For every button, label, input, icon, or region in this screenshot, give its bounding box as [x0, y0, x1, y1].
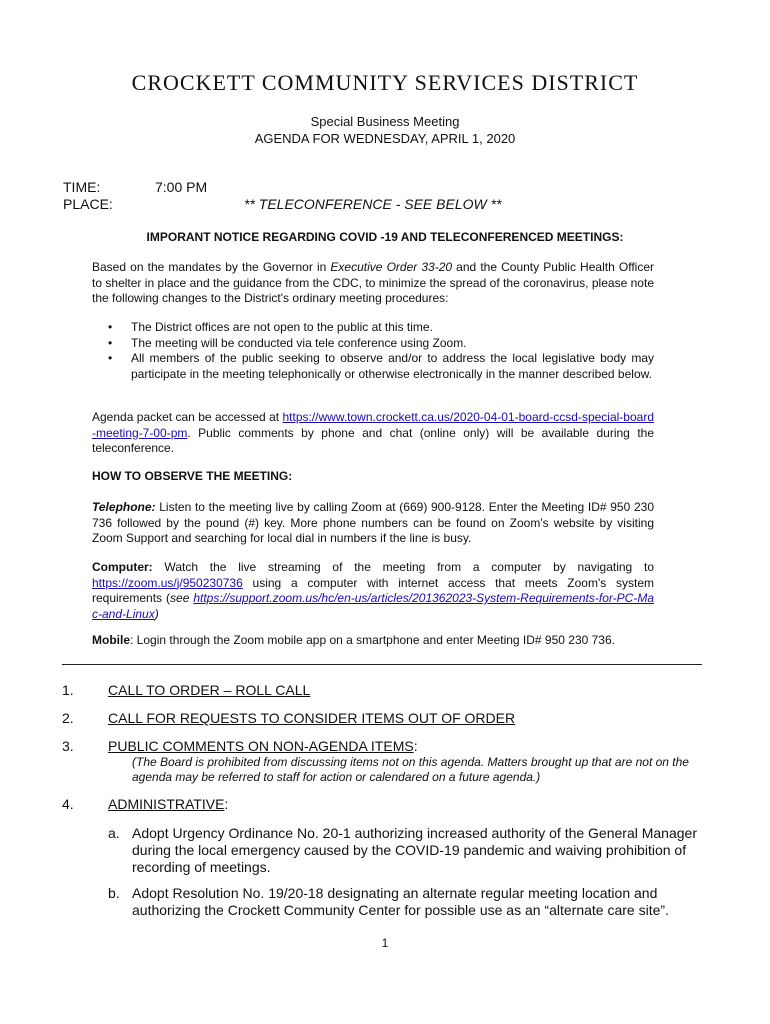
mobile-paragraph: Mobile: Login through the Zoom mobile app on a smartphone and enter Meeting ID# 950 230 736.	[92, 633, 615, 647]
page-number: 1	[381, 936, 389, 950]
notice-bullets	[92, 320, 654, 382]
covid-notice-heading: IMPORANT NOTICE REGARDING COVID -19 AND TELECONFERENCED MEETINGS:	[146, 230, 624, 244]
item-number: 4.	[62, 796, 74, 812]
agenda-packet-paragraph: Agenda packet can be accessed at https://www.town.crockett.ca.us/2020-04-01-board-ccsd-special-board-meeting-7-00-pm. Public comments by phone and chat (online only) will be available during the teleconference.	[92, 410, 654, 455]
sub-item-urgency-ordinance: a. Adopt Urgency Ordinance No. 20-1 authorizing increased authority of the General Manager during the local emergency caused by the COVID-19 pandemic and waiving prohibition of recording of meetings.	[108, 825, 697, 875]
place-value: ** TELECONFERENCE - SEE BELOW **	[244, 196, 502, 212]
mobile-label: Mobile	[92, 633, 130, 647]
computer-label: Computer:	[92, 560, 153, 574]
computer-paragraph: Computer: Watch the live streaming of the meeting from a computer by navigating to https://zoom.us/j/950230736 using a computer with internet access that meets Zoom's system requirements (see https://support.zoom.us/hc/en-us/articles/201362023-System-Requirements-for-PC-Mac-and-Linux)	[92, 560, 654, 621]
item-number: 1.	[62, 682, 74, 698]
item-number: 2.	[62, 710, 74, 726]
agenda-packet-link[interactable]: https://www.town.crockett.ca.us/2020-04-01-board-ccsd-special-board-meeting-7-00-pm	[92, 410, 654, 440]
place-label: PLACE:	[63, 196, 113, 212]
public-comments-note: (The Board is prohibited from discussing items not on this agenda. Matters brought up that are not on the agenda may be referred to staff for action or calendared on a future agenda.)	[132, 755, 689, 784]
sub-item-resolution: b. Adopt Resolution No. 19/20-18 designating an alternate regular meeting location and authorizing the Crockett Community Center for possible use as an “alternate care site”.	[108, 885, 669, 918]
telephone-paragraph: Telephone: Listen to the meeting live by calling Zoom at (669) 900-9128. Enter the Meeting ID# 950 230 736 followed by the pound (#) key. More phone numbers can be found on Zoom's website by visiting Zoom Support and searching for local dial in numbers if the line is busy.	[92, 500, 654, 545]
bullet-item: • The District offices are not open to the public at this time.	[92, 320, 654, 336]
district-title: CROCKETT COMMUNITY SERVICES DISTRICT	[131, 70, 639, 95]
executive-order-ref: Executive Order 33-20	[330, 260, 453, 274]
agenda-item-administrative: ADMINISTRATIVE:	[108, 796, 229, 812]
agenda-item-call-to-order: CALL TO ORDER – ROLL CALL	[108, 682, 311, 698]
agenda-item-public-comments: PUBLIC COMMENTS ON NON-AGENDA ITEMS:	[108, 738, 418, 754]
agenda-date: AGENDA FOR WEDNESDAY, APRIL 1, 2020	[254, 131, 516, 146]
zoom-meeting-link[interactable]: https://zoom.us/j/950230736	[92, 575, 243, 590]
agenda-item-out-of-order: CALL FOR REQUESTS TO CONSIDER ITEMS OUT OF ORDER	[108, 710, 516, 726]
meeting-type: Special Business Meeting	[310, 114, 460, 129]
time-value: 7:00 PM	[155, 179, 208, 195]
item-number: 3.	[62, 738, 74, 754]
notice-intro: Based on the mandates by the Governor in Executive Order 33-20 and the County Public Health Officer to shelter in place and the guidance from the CDC, to minimize the spread of the coronavirus, please note the following changes to the District's ordinary meeting procedures:	[92, 260, 654, 305]
observe-heading: HOW TO OBSERVE THE MEETING:	[92, 469, 293, 483]
bullet-item: • All members of the public seeking to observe and/or to address the local legislative body may participate in the meeting telephonically or otherwise electronically in the manner described below.	[92, 351, 654, 382]
time-label: TIME:	[63, 179, 101, 195]
section-divider	[62, 664, 702, 665]
telephone-label: Telephone:	[92, 500, 156, 514]
zoom-requirements-link[interactable]: https://support.zoom.us/hc/en-us/articles/201362023-System-Requirements-for-PC-Mac-and-Linux	[92, 591, 654, 621]
bullet-item: • The meeting will be conducted via tele conference using Zoom.	[92, 336, 654, 352]
